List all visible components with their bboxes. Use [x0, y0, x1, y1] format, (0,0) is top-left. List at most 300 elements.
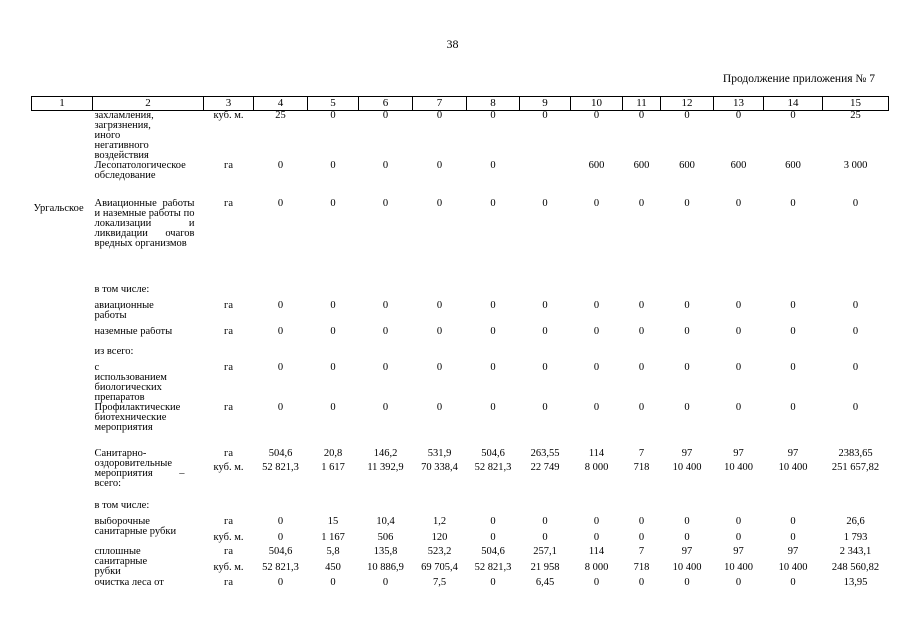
value-cell-col-4	[254, 501, 308, 517]
column-header-8: 8	[467, 97, 520, 111]
unit-label: га	[224, 161, 233, 171]
value-cell-col-14	[764, 111, 823, 162]
activity-label: из всего:	[94, 347, 134, 357]
unit-label: га	[224, 547, 233, 557]
value-cell-col-15	[823, 347, 889, 363]
value-cell-col-8	[467, 501, 520, 517]
cell-value: 0	[436, 301, 443, 311]
value-cell-col-7	[413, 449, 467, 501]
value-cell-col-6	[359, 347, 413, 363]
value-cell-col-14	[764, 547, 823, 578]
activity-cell	[93, 327, 204, 347]
cell-value: 0	[790, 363, 796, 373]
cell-value: 600	[785, 161, 801, 171]
cell-value: 1 793	[843, 532, 868, 543]
value-cell-col-7	[413, 301, 467, 327]
cell-value: 0	[593, 578, 600, 588]
cell-value: 0	[684, 363, 690, 373]
cell-value: 0	[593, 363, 600, 373]
cell-value: 0	[684, 403, 690, 413]
value-cell-col-13	[714, 547, 764, 578]
cell-value: 0	[330, 199, 336, 209]
value-cell-col-11	[623, 111, 661, 162]
value-cell-col-11	[623, 301, 661, 327]
cell-value: 0	[277, 578, 284, 588]
cell-value: 0	[735, 532, 742, 543]
unit-cell	[204, 363, 254, 403]
cell-value: 263,55	[530, 449, 560, 459]
cell-value: 0	[790, 110, 796, 121]
cell-value: 251 657,82	[831, 462, 880, 473]
value-cell-col-5	[308, 363, 359, 403]
value-cell-col-12	[661, 199, 714, 285]
value-cell-col-7	[413, 327, 467, 347]
value-cell-col-4	[254, 161, 308, 199]
value-cell-col-11	[623, 547, 661, 578]
activity-cell	[93, 199, 204, 285]
value-cell-col-14	[764, 285, 823, 301]
cell-value: 504,6	[481, 547, 505, 557]
cell-value: 0	[542, 199, 548, 209]
value-cell-col-7	[413, 517, 467, 547]
value-cell-col-15	[823, 501, 889, 517]
cell-value: 0	[330, 161, 336, 171]
unit-label: га	[224, 578, 233, 588]
cell-value: 0	[790, 301, 796, 311]
cell-value: 0	[735, 403, 742, 413]
table-row	[32, 517, 889, 547]
value-cell-col-9	[520, 501, 571, 517]
cell-value: 1,2	[432, 517, 447, 527]
forestry-name-cell	[32, 285, 93, 301]
unit-cell	[204, 403, 254, 449]
value-cell-col-11	[623, 578, 661, 594]
cell-value: 0	[684, 517, 690, 527]
value-cell-col-7	[413, 199, 467, 285]
cell-value: 10 400	[672, 562, 702, 573]
unit-label: куб. м.	[213, 532, 244, 543]
value-cell-col-4	[254, 327, 308, 347]
value-cell-col-15	[823, 327, 889, 347]
cell-value: 0	[382, 161, 389, 171]
unit-label: га	[224, 517, 233, 527]
cell-value: 10,4	[376, 517, 395, 527]
cell-value: 52 821,3	[474, 562, 512, 573]
cell-value: 0	[436, 199, 443, 209]
table-row	[32, 301, 889, 327]
value-cell-col-7	[413, 285, 467, 301]
cell-value: 0	[593, 532, 600, 543]
cell-value: 0	[593, 517, 600, 527]
value-cell-col-13	[714, 517, 764, 547]
value-cell-col-8	[467, 517, 520, 547]
cell-value: 10 400	[724, 462, 753, 473]
table-row	[32, 111, 889, 162]
cell-value: 504,6	[481, 449, 505, 459]
cell-value: 3 000	[843, 161, 868, 171]
value-cell-col-8	[467, 327, 520, 347]
cell-value: 21 958	[530, 562, 560, 573]
cell-value: 8 000	[584, 562, 609, 573]
value-cell-col-13	[714, 161, 764, 199]
cell-value: 10 400	[724, 562, 753, 573]
page-number: 38	[446, 37, 459, 51]
forestry-name-cell	[32, 403, 93, 449]
value-cell-col-10	[571, 301, 623, 327]
value-cell-col-5	[308, 285, 359, 301]
value-cell-col-12	[661, 363, 714, 403]
value-cell-col-15	[823, 547, 889, 578]
value-cell-col-6	[359, 301, 413, 327]
activity-label: захламления, загрязнения, иного негативного воздействия	[94, 110, 154, 161]
unit-label: га	[224, 449, 233, 459]
cell-value: 114	[588, 449, 605, 459]
value-cell-col-5	[308, 347, 359, 363]
activity-cell	[93, 403, 204, 449]
cell-value: 0	[436, 110, 443, 121]
value-cell-col-8	[467, 301, 520, 327]
cell-value: 69 705,4	[421, 562, 458, 573]
value-cell-col-14	[764, 449, 823, 501]
value-cell-col-13	[714, 403, 764, 449]
cell-value: 0	[638, 301, 645, 311]
value-cell-col-4	[254, 199, 308, 285]
cell-value: 0	[790, 517, 796, 527]
cell-value: 0	[852, 327, 859, 337]
value-cell-col-10	[571, 501, 623, 517]
cell-value: 0	[684, 327, 690, 337]
column-header-12: 12	[661, 97, 714, 111]
forestry-name-cell	[32, 517, 93, 547]
cell-value: 0	[330, 301, 336, 311]
cell-value: 450	[325, 562, 341, 573]
cell-value: 0	[382, 110, 389, 121]
activity-cell	[93, 449, 204, 501]
cell-value: 0	[490, 363, 496, 373]
value-cell-col-9	[520, 449, 571, 501]
cell-value: 0	[735, 110, 742, 121]
unit-cell	[204, 301, 254, 327]
cell-value: 506	[377, 532, 394, 543]
value-cell-col-4	[254, 449, 308, 501]
column-header-3: 3	[204, 97, 254, 111]
table-header	[32, 97, 889, 111]
value-cell-col-10	[571, 199, 623, 285]
cell-value: 523,2	[427, 547, 452, 557]
value-cell-col-13	[714, 578, 764, 594]
cell-value: 0	[382, 403, 389, 413]
forestry-name-cell	[32, 363, 93, 403]
value-cell-col-4	[254, 301, 308, 327]
cell-value: 7	[638, 449, 645, 459]
table-row	[32, 285, 889, 301]
value-cell-col-4	[254, 547, 308, 578]
value-cell-col-9	[520, 578, 571, 594]
value-cell-col-14	[764, 403, 823, 449]
value-cell-col-13	[714, 285, 764, 301]
value-cell-col-9	[520, 547, 571, 578]
activity-cell	[93, 501, 204, 517]
value-cell-col-11	[623, 327, 661, 347]
value-cell-col-15	[823, 161, 889, 199]
value-cell-col-12	[661, 161, 714, 199]
value-cell-col-8	[467, 111, 520, 162]
activity-cell	[93, 301, 204, 327]
value-cell-col-11	[623, 161, 661, 199]
cell-value: 10 886,9	[367, 562, 404, 573]
value-cell-col-10	[571, 363, 623, 403]
cell-value: 0	[490, 403, 496, 413]
table-body	[32, 111, 889, 595]
value-cell-col-9	[520, 347, 571, 363]
table-row	[32, 363, 889, 403]
cell-value: 0	[277, 327, 284, 337]
value-cell-col-13	[714, 347, 764, 363]
value-cell-col-7	[413, 578, 467, 594]
activity-label: Профилактические биотехнические мероприятия	[94, 403, 181, 433]
unit-cell	[204, 449, 254, 501]
value-cell-col-15	[823, 301, 889, 327]
cell-value: 0	[436, 363, 443, 373]
column-header-5: 5	[308, 97, 359, 111]
value-cell-col-4	[254, 347, 308, 363]
forestry-name-cell	[32, 501, 93, 517]
value-cell-col-9	[520, 403, 571, 449]
value-cell-col-13	[714, 199, 764, 285]
value-cell-col-12	[661, 578, 714, 594]
table-row	[32, 578, 889, 594]
cell-value: 0	[277, 363, 284, 373]
cell-value: 0	[638, 110, 645, 121]
cell-value: 0	[684, 110, 690, 121]
value-cell-col-6	[359, 501, 413, 517]
value-cell-col-7	[413, 403, 467, 449]
value-cell-col-7	[413, 111, 467, 162]
value-cell-col-11	[623, 199, 661, 285]
cell-value: 52 821,3	[262, 462, 299, 473]
cell-value: 0	[593, 327, 600, 337]
cell-value: 2 343,1	[839, 547, 872, 557]
value-cell-col-7	[413, 363, 467, 403]
activity-cell	[93, 285, 204, 301]
value-cell-col-10	[571, 547, 623, 578]
table-row	[32, 161, 889, 199]
value-cell-col-7	[413, 347, 467, 363]
continuation-note: Продолжение приложения № 7	[722, 73, 875, 85]
value-cell-col-10	[571, 161, 623, 199]
cell-value: 0	[542, 517, 548, 527]
cell-value: 8 000	[584, 462, 609, 473]
cell-value: 0	[490, 199, 496, 209]
activity-label: очистка леса от	[94, 578, 164, 588]
column-header-11: 11	[623, 97, 661, 111]
cell-value: 0	[852, 403, 859, 413]
value-cell-col-12	[661, 449, 714, 501]
unit-cell	[204, 347, 254, 363]
cell-value: 10 400	[778, 562, 808, 573]
value-cell-col-8	[467, 449, 520, 501]
value-cell-col-9	[520, 199, 571, 285]
forestry-name-cell	[32, 449, 93, 501]
cell-value: 146,2	[373, 449, 398, 459]
cell-value: 0	[735, 578, 742, 588]
column-header-4: 4	[254, 97, 308, 111]
activity-label: в том числе:	[94, 285, 150, 295]
cell-value: 0	[684, 532, 690, 543]
cell-value: 0	[593, 110, 600, 121]
cell-value: 600	[679, 161, 695, 171]
cell-value: 0	[684, 301, 690, 311]
cell-value: 70 338,4	[421, 462, 458, 473]
unit-label: га	[224, 301, 233, 311]
cell-value: 0	[490, 578, 496, 588]
activity-cell	[93, 517, 204, 547]
cell-value: 7	[638, 547, 645, 557]
activity-label: Лесопатологическое обследование	[94, 161, 186, 181]
value-cell-col-13	[714, 501, 764, 517]
cell-value: 0	[382, 301, 389, 311]
value-cell-col-11	[623, 347, 661, 363]
cell-value: 0	[490, 161, 496, 171]
appendix-table	[31, 96, 889, 594]
value-cell-col-5	[308, 301, 359, 327]
cell-value: 0	[542, 532, 548, 543]
cell-value: 0	[542, 301, 548, 311]
value-cell-col-5	[308, 517, 359, 547]
cell-value: 97	[733, 547, 744, 557]
cell-value: 0	[330, 403, 336, 413]
value-cell-col-10	[571, 449, 623, 501]
value-cell-col-6	[359, 285, 413, 301]
cell-value: 0	[277, 517, 284, 527]
cell-value: 0	[330, 110, 336, 121]
value-cell-col-4	[254, 111, 308, 162]
cell-value: 0	[542, 363, 548, 373]
value-cell-col-12	[661, 517, 714, 547]
value-cell-col-5	[308, 449, 359, 501]
column-header-14: 14	[764, 97, 823, 111]
unit-cell	[204, 327, 254, 347]
value-cell-col-6	[359, 363, 413, 403]
value-cell-col-6	[359, 547, 413, 578]
cell-value: 0	[382, 578, 389, 588]
value-cell-col-4	[254, 517, 308, 547]
cell-value: 26,6	[846, 517, 865, 527]
cell-value: 0	[735, 199, 742, 209]
cell-value: 20,8	[323, 449, 343, 459]
cell-value: 52 821,3	[262, 562, 299, 573]
cell-value: 7,5	[432, 578, 447, 588]
value-cell-col-8	[467, 578, 520, 594]
cell-value: 97	[787, 547, 799, 557]
value-cell-col-11	[623, 285, 661, 301]
value-cell-col-11	[623, 403, 661, 449]
forestry-name-cell	[32, 111, 93, 162]
unit-label: га	[224, 403, 233, 413]
cell-value: 25	[850, 110, 861, 121]
value-cell-col-7	[413, 547, 467, 578]
cell-value: 718	[633, 562, 650, 573]
cell-value: 0	[436, 403, 443, 413]
cell-value: 0	[593, 403, 600, 413]
cell-value: 0	[790, 327, 796, 337]
value-cell-col-10	[571, 347, 623, 363]
cell-value: 0	[277, 301, 284, 311]
forestry-name-cell	[32, 301, 93, 327]
value-cell-col-13	[714, 301, 764, 327]
value-cell-col-4	[254, 403, 308, 449]
table-row	[32, 547, 889, 578]
cell-value: 0	[638, 578, 645, 588]
cell-value: 0	[638, 199, 645, 209]
value-cell-col-10	[571, 327, 623, 347]
value-cell-col-15	[823, 517, 889, 547]
activity-label: Санитарно-оздоровительные мероприятия – всего:	[94, 449, 185, 489]
value-cell-col-15	[823, 403, 889, 449]
cell-value: 0	[684, 199, 690, 209]
value-cell-col-15	[823, 111, 889, 162]
cell-value: 5,8	[326, 547, 340, 557]
forestry-name-cell	[32, 578, 93, 594]
column-header-6: 6	[359, 97, 413, 111]
cell-value: 504,6	[268, 449, 293, 459]
cell-value: 0	[490, 110, 496, 121]
cell-value: 0	[638, 327, 645, 337]
value-cell-col-5	[308, 199, 359, 285]
unit-label: куб. м.	[213, 562, 244, 573]
column-header-7: 7	[413, 97, 467, 111]
cell-value: 0	[735, 327, 742, 337]
unit-cell	[204, 501, 254, 517]
value-cell-col-15	[823, 285, 889, 301]
value-cell-col-6	[359, 403, 413, 449]
value-cell-col-14	[764, 199, 823, 285]
forestry-name-cell	[32, 327, 93, 347]
value-cell-col-7	[413, 501, 467, 517]
cell-value: 0	[638, 517, 645, 527]
cell-value: 0	[382, 199, 389, 209]
value-cell-col-8	[467, 285, 520, 301]
value-cell-col-9	[520, 301, 571, 327]
cell-value: 0	[277, 199, 284, 209]
activity-label: авиационные работы	[94, 301, 154, 321]
activity-cell	[93, 161, 204, 199]
value-cell-col-6	[359, 449, 413, 501]
cell-value: 0	[330, 363, 336, 373]
activity-label: Авиационные работы и наземные работы по локализации и ликвидации очагов вредных организмов	[94, 199, 195, 249]
cell-value: 25	[275, 110, 286, 121]
column-header-9: 9	[520, 97, 571, 111]
forestry-name-cell: Ургальское	[33, 203, 84, 214]
forestry-name-cell	[32, 347, 93, 363]
cell-value: 0	[735, 301, 742, 311]
unit-label: га	[224, 327, 233, 337]
value-cell-col-14	[764, 363, 823, 403]
value-cell-col-11	[623, 363, 661, 403]
cell-value: 1 617	[321, 462, 345, 473]
cell-value: 0	[852, 199, 859, 209]
value-cell-col-5	[308, 547, 359, 578]
table-row	[32, 327, 889, 347]
cell-value: 0	[638, 403, 645, 413]
value-cell-col-6	[359, 517, 413, 547]
activity-label: наземные работы	[94, 327, 173, 337]
value-cell-col-10	[571, 578, 623, 594]
activity-label: выборочные санитарные рубки	[94, 517, 177, 537]
cell-value: 0	[542, 403, 548, 413]
value-cell-col-8	[467, 347, 520, 363]
value-cell-col-8	[467, 199, 520, 285]
